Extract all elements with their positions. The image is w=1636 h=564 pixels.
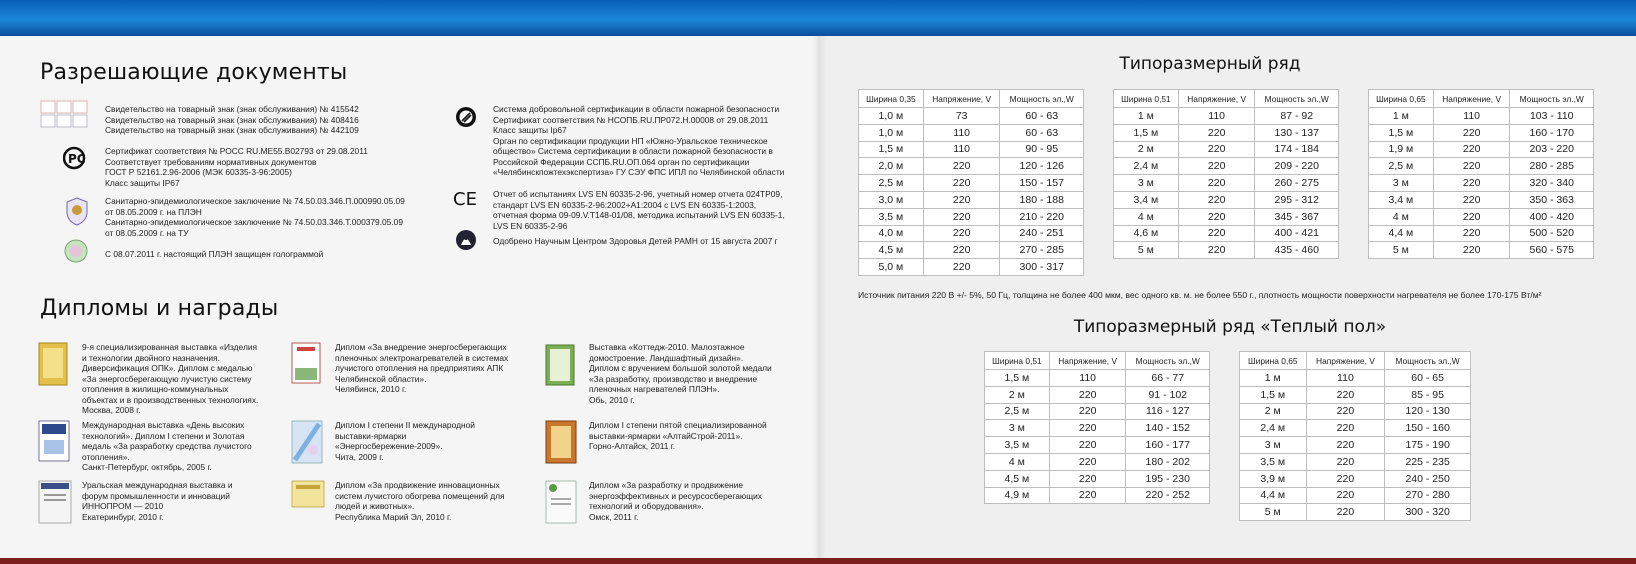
size-table-065	[1368, 89, 1594, 259]
table-cell: 220	[1306, 403, 1385, 420]
table-cell: 4 м	[1114, 208, 1179, 225]
table-cell: 220	[1178, 141, 1255, 158]
table-cell: 110	[1306, 370, 1385, 387]
column-header: Напряжение, V	[1178, 90, 1255, 108]
table-cell: 220	[1049, 453, 1126, 470]
table-row	[1240, 386, 1471, 403]
table-cell: 4,9 м	[985, 487, 1050, 504]
table-cell: 160 - 170	[1510, 124, 1594, 141]
table-row	[1114, 141, 1339, 158]
table-cell: 3,5 м	[859, 208, 924, 225]
column-header: Ширина 0,51	[985, 352, 1050, 370]
footer-band	[0, 558, 1636, 564]
table-cell: 1,5 м	[1369, 124, 1434, 141]
table-row	[1369, 242, 1594, 259]
sanitary-emblem-icon	[64, 196, 90, 226]
table-cell: 2,0 м	[859, 158, 924, 175]
award-text: 9-я специализированная выставка «Изделия и технологии двойного назначения. Диверсификация ОПК». Диплом с медалью «За энергосберегающую лучистую систему отопления в жилищно-коммунальных объектах и в производственных технологиях. Москва, 2008 г.	[82, 342, 259, 415]
table-cell: 4 м	[1369, 208, 1434, 225]
table-row	[1240, 504, 1471, 521]
trademark-text: Свидетельство на товарный знак (знак обслуживания) № 415542 Свидетельство на товарный знак (знак обслуживания) № 408416 Свидетельство на товарный знак (знак обслуживания) № 442109	[105, 104, 359, 135]
fire-safety-text: Система добровольной сертификации в области пожарной безопасности Сертификат соответствия № НСОПБ.RU.ПР072.Н.00008 от 29.08.2011 Класс защиты Ip67 Орган по сертификации продукции НП «Южно-Уральское техническое общество» Система сертификации в области пожарной безопасности в Российской Федерации ССПБ.RU.ОП.064 орган по сертификации «Челябинскпожтехэкспертиза» ГУ СЭУ ФПС ИПЛ по Челябинской области	[493, 104, 785, 177]
table-cell: 220	[1306, 504, 1385, 521]
table-cell: 2,4 м	[1240, 420, 1307, 437]
column-header: Ширина 0,35	[859, 90, 924, 108]
table-cell: 2 м	[1114, 141, 1179, 158]
table-cell: 203 - 220	[1510, 141, 1594, 158]
table-cell: 270 - 285	[1000, 242, 1084, 259]
table-cell: 3,5 м	[985, 437, 1050, 454]
table-row	[1369, 158, 1594, 175]
table-cell: 60 - 65	[1385, 370, 1471, 387]
table-cell: 220	[1049, 470, 1126, 487]
table-cell: 4,0 м	[859, 225, 924, 242]
table-row	[859, 175, 1084, 192]
table-cell: 3,9 м	[1240, 470, 1307, 487]
diploma-brown-icon	[545, 420, 577, 464]
rst-certification-mark-icon	[63, 146, 89, 170]
table-row	[1114, 158, 1339, 175]
table-cell: 1,0 м	[859, 124, 924, 141]
table-cell: 320 - 340	[1510, 175, 1594, 192]
table-cell: 60 - 63	[1000, 108, 1084, 125]
table-row	[859, 108, 1084, 125]
table-cell: 220	[1433, 225, 1510, 242]
table-row	[1369, 208, 1594, 225]
table-row	[985, 403, 1210, 420]
table-row	[985, 386, 1210, 403]
table-cell: 120 - 126	[1000, 158, 1084, 175]
diploma-blue-icon	[38, 420, 70, 462]
table-row	[1114, 108, 1339, 125]
table-cell: 2 м	[1240, 403, 1307, 420]
table-cell: 110	[1049, 370, 1126, 387]
table-row	[859, 225, 1084, 242]
table-cell: 175 - 190	[1385, 437, 1471, 454]
table-row	[1240, 437, 1471, 454]
column-header: Ширина 0,65	[1240, 352, 1307, 370]
table-row	[859, 141, 1084, 158]
table-cell: 210 - 220	[1000, 208, 1084, 225]
diploma-red-header-icon	[38, 480, 72, 524]
table-cell: 220	[1306, 386, 1385, 403]
table-cell: 220	[1306, 470, 1385, 487]
table-cell: 4,4 м	[1369, 225, 1434, 242]
table-cell: 60 - 63	[1000, 124, 1084, 141]
table-cell: 220	[1433, 208, 1510, 225]
table-cell: 110	[1178, 108, 1255, 125]
table-cell: 3,5 м	[1240, 453, 1307, 470]
table-cell: 220	[923, 208, 1000, 225]
table-header-row	[1114, 90, 1339, 108]
table-cell: 300 - 320	[1385, 504, 1471, 521]
table-cell: 220	[1049, 437, 1126, 454]
table-row	[1369, 175, 1594, 192]
table-cell: 435 - 460	[1255, 242, 1339, 259]
table-cell: 220	[1433, 158, 1510, 175]
table-cell: 2,4 м	[1114, 158, 1179, 175]
award-text: Диплом I степени пятой специализированной выставки-ярмарки «АлтайСтрой-2011». Горно-Алтайск, 2011 г.	[589, 420, 767, 451]
table-cell: 220	[1433, 191, 1510, 208]
table-cell: 103 - 110	[1510, 108, 1594, 125]
table-cell: 220	[1178, 175, 1255, 192]
table-cell: 3,4 м	[1114, 191, 1179, 208]
table-cell: 400 - 421	[1255, 225, 1339, 242]
table-cell: 1,5 м	[859, 141, 924, 158]
table-cell: 1,5 м	[985, 370, 1050, 387]
fire-safety-mark-icon	[455, 106, 477, 128]
table-row	[1114, 124, 1339, 141]
table-cell: 4,5 м	[859, 242, 924, 259]
table-cell: 1 м	[1114, 108, 1179, 125]
table-cell: 220	[923, 158, 1000, 175]
table-cell: 220	[1178, 158, 1255, 175]
table-cell: 116 - 127	[1126, 403, 1210, 420]
award-text: Выставка «Коттедж-2010. Малоэтажное домостроение. Ландшафтный дизайн». Диплом с вручением большой золотой медали «За разработку, производство и внедрение пленочных нагревателей ПЛЭН». Обь, 2010 г.	[589, 342, 772, 405]
table-cell: 2,5 м	[985, 403, 1050, 420]
column-header: Мощность эл.,W	[1510, 90, 1594, 108]
table-cell: 3 м	[1114, 175, 1179, 192]
award-text: Уральская международная выставка и форум промышленности и инноваций ИННОПРОМ — 2010 Екатеринбург, 2010 г.	[82, 480, 233, 522]
table-cell: 5 м	[1114, 242, 1179, 259]
table-cell: 1,5 м	[1114, 124, 1179, 141]
table-cell: 66 - 77	[1126, 370, 1210, 387]
table-row	[1369, 124, 1594, 141]
table-cell: 220	[923, 259, 1000, 276]
table-cell: 220	[1306, 420, 1385, 437]
table-cell: 150 - 160	[1385, 420, 1471, 437]
table-cell: 500 - 520	[1510, 225, 1594, 242]
table-row	[985, 453, 1210, 470]
table-cell: 3,4 м	[1369, 191, 1434, 208]
approval-text: Одобрено Научным Центром Здоровья Детей РАМН от 15 августа 2007 г	[493, 236, 778, 246]
table-cell: 220	[1306, 487, 1385, 504]
table-row	[1240, 487, 1471, 504]
table-header-row	[1240, 352, 1471, 370]
table-row	[985, 487, 1210, 504]
table-cell: 1 м	[1240, 370, 1307, 387]
table-cell: 5 м	[1369, 242, 1434, 259]
table-cell: 4,5 м	[985, 470, 1050, 487]
table-cell: 2,5 м	[1369, 158, 1434, 175]
table-cell: 110	[1433, 108, 1510, 125]
table-cell: 270 - 280	[1385, 487, 1471, 504]
diploma-white-icon	[545, 480, 577, 524]
table-cell: 350 - 363	[1510, 191, 1594, 208]
table-row	[985, 370, 1210, 387]
table-row	[859, 124, 1084, 141]
column-header: Мощность эл.,W	[1000, 90, 1084, 108]
table-cell: 3 м	[1369, 175, 1434, 192]
table-row	[985, 420, 1210, 437]
table-cell: 220	[1433, 175, 1510, 192]
diploma-gold-icon	[38, 342, 68, 386]
table-cell: 180 - 188	[1000, 191, 1084, 208]
table-cell: 1,5 м	[1240, 386, 1307, 403]
table-header-row	[859, 90, 1084, 108]
table-cell: 2,5 м	[859, 175, 924, 192]
table-row	[1114, 225, 1339, 242]
warm-floor-table-051	[984, 351, 1210, 504]
table-cell: 300 - 317	[1000, 259, 1084, 276]
table-cell: 3 м	[985, 420, 1050, 437]
table-cell: 220	[923, 191, 1000, 208]
table-cell: 260 - 275	[1255, 175, 1339, 192]
table-row	[1240, 420, 1471, 437]
column-header: Мощность эл.,W	[1255, 90, 1339, 108]
table-cell: 240 - 251	[1000, 225, 1084, 242]
page-fold	[812, 36, 826, 558]
table-row	[1369, 225, 1594, 242]
table-cell: 220	[1049, 403, 1126, 420]
table-cell: 4,4 м	[1240, 487, 1307, 504]
table-row	[1240, 403, 1471, 420]
award-text: Диплом «За внедрение энергосберегающих пленочных электронагревателей в системах лучистого отопления на предприятиях АПК Челябинской области». Челябинск, 2010 г.	[335, 342, 509, 394]
column-header: Мощность эл.,W	[1385, 352, 1471, 370]
table-cell: 220	[1178, 124, 1255, 141]
certificate-text: Сертификат соответствия № РОСС RU.МЕ55.В02793 от 29.08.2011 Соответствует требованиям нормативных документов ГОСТ Р 52161.2.96-2006 (МЭК 60335-3-96:2005) Класс защиты IP67	[105, 146, 368, 188]
table-row	[1369, 141, 1594, 158]
sanitary-text: Санитарно-эпидемиологическое заключение № 74.50.03.346.П.000990.05.09 от 08.05.2009 г. на ПЛЭН Санитарно-эпидемиологическое заключение № 74.50.03.346.Т.000379.05.09 от 08.05.2009 г. на ТУ	[105, 196, 405, 238]
table-row	[859, 208, 1084, 225]
table-row	[1114, 175, 1339, 192]
table-cell: 220	[923, 225, 1000, 242]
table-cell: 220 - 252	[1126, 487, 1210, 504]
column-header: Напряжение, V	[923, 90, 1000, 108]
table-cell: 209 - 220	[1255, 158, 1339, 175]
warm-floor-table-065	[1239, 351, 1471, 521]
table-cell: 5,0 м	[859, 259, 924, 276]
column-header: Напряжение, V	[1433, 90, 1510, 108]
column-header: Мощность эл.,W	[1126, 352, 1210, 370]
table-cell: 220	[1178, 191, 1255, 208]
table-cell: 4 м	[985, 453, 1050, 470]
table-row	[985, 437, 1210, 454]
table-cell: 220	[1306, 453, 1385, 470]
table-cell: 5 м	[1240, 504, 1307, 521]
table-cell: 220	[1433, 141, 1510, 158]
table-cell: 240 - 250	[1385, 470, 1471, 487]
table-row	[1114, 191, 1339, 208]
permits-title: Разрешающие документы	[40, 60, 348, 85]
table-cell: 174 - 184	[1255, 141, 1339, 158]
table-cell: 73	[923, 108, 1000, 125]
table-cell: 3,0 м	[859, 191, 924, 208]
table-cell: 345 - 367	[1255, 208, 1339, 225]
table-cell: 150 - 157	[1000, 175, 1084, 192]
table-row	[859, 242, 1084, 259]
table-cell: 180 - 202	[1126, 453, 1210, 470]
table-cell: 87 - 92	[1255, 108, 1339, 125]
table-cell: 91 - 102	[1126, 386, 1210, 403]
award-text: Международная выставка «День высоких технологий». Диплом I степени и Золотая медаль «За разработку средства лучистого отопления». Санкт-Петербург, октябрь, 2005 г.	[82, 420, 252, 472]
diploma-ornament-icon	[291, 342, 321, 384]
table-cell: 2 м	[985, 386, 1050, 403]
table-row	[859, 259, 1084, 276]
table-header-row	[985, 352, 1210, 370]
table-cell: 1,9 м	[1369, 141, 1434, 158]
table-cell: 1,0 м	[859, 108, 924, 125]
table-cell: 195 - 230	[1126, 470, 1210, 487]
table-cell: 120 - 130	[1385, 403, 1471, 420]
hologram-icon	[64, 239, 88, 263]
table-cell: 560 - 575	[1510, 242, 1594, 259]
diploma-yellow-icon	[291, 480, 325, 508]
column-header: Ширина 0,65	[1369, 90, 1434, 108]
table-cell: 4,6 м	[1114, 225, 1179, 242]
table-row	[1114, 242, 1339, 259]
column-header: Напряжение, V	[1306, 352, 1385, 370]
table-cell: 280 - 285	[1510, 158, 1594, 175]
table-cell: 220	[1049, 386, 1126, 403]
table-cell: 295 - 312	[1255, 191, 1339, 208]
size-range-title: Типоразмерный ряд	[1119, 54, 1301, 74]
table-cell: 90 - 95	[1000, 141, 1084, 158]
table-header-row	[1369, 90, 1594, 108]
column-header: Ширина 0,51	[1114, 90, 1179, 108]
table-cell: 3 м	[1240, 437, 1307, 454]
award-text: Диплом I степени II международной выставки-ярмарки «Энергосбережение-2009». Чита, 2009 г.	[335, 420, 475, 462]
size-table-035	[858, 89, 1084, 276]
table-cell: 220	[923, 242, 1000, 259]
column-header: Напряжение, V	[1049, 352, 1126, 370]
table-cell: 220	[1178, 208, 1255, 225]
table-cell: 130 - 137	[1255, 124, 1339, 141]
table-row	[1240, 470, 1471, 487]
diploma-light-icon	[291, 420, 323, 464]
table-row	[859, 158, 1084, 175]
table-row	[1369, 191, 1594, 208]
award-text: Диплом «За продвижение инновационных систем лучистого обогрева помещений для людей и животных». Республика Марий Эл, 2010 г.	[335, 480, 505, 522]
table-row	[985, 470, 1210, 487]
header-band	[0, 0, 1636, 36]
table-row	[1114, 208, 1339, 225]
warm-floor-title: Типоразмерный ряд «Теплый пол»	[1073, 317, 1387, 337]
ce-mark-icon	[453, 189, 479, 207]
table-cell: 220	[1178, 242, 1255, 259]
award-text: Диплом «За разработку и продвижение энергоэффективных и ресурсосберегающих технологий и оборудования». Омск, 2011 г.	[589, 480, 762, 522]
table-row	[1240, 453, 1471, 470]
diploma-green-icon	[545, 344, 575, 386]
table-cell: 220	[1433, 124, 1510, 141]
table-cell: 110	[923, 124, 1000, 141]
table-cell: 400 - 420	[1510, 208, 1594, 225]
power-supply-note: Источник питания 220 В +/- 5%, 50 Гц, толщина не более 400 мкм, вес одного кв. м. не более 550 г., плотность мощности поверхности нагревателя не более 170-175 Вт/м²	[858, 290, 1542, 300]
svg-text:PC: PC	[68, 152, 86, 166]
table-cell: 140 - 152	[1126, 420, 1210, 437]
table-cell: 220	[923, 175, 1000, 192]
svg-text:CE: CE	[453, 189, 477, 207]
ce-test-text: Отчет об испытаниях LVS EN 60335-2-96, учетный номер отчета 024TP09, стандарт LVS EN 60335-2-96:2002+A1:2004 с LVS EN 60335-1:2003, отчетная форма 09-09.V.T148-01/08, методика испытаний LVS EN 60335-1, LVS EN 60335-2-96	[493, 189, 785, 231]
table-row	[859, 191, 1084, 208]
table-cell: 220	[1306, 437, 1385, 454]
table-cell: 220	[1049, 487, 1126, 504]
children-health-center-icon	[455, 229, 477, 251]
table-cell: 220	[1178, 225, 1255, 242]
table-row	[1240, 370, 1471, 387]
table-cell: 220	[1433, 242, 1510, 259]
awards-title: Дипломы и награды	[40, 296, 279, 321]
table-cell: 110	[923, 141, 1000, 158]
table-cell: 220	[1049, 420, 1126, 437]
size-table-051	[1113, 89, 1339, 259]
table-cell: 85 - 95	[1385, 386, 1471, 403]
trademark-certificates-icon	[40, 100, 88, 128]
table-cell: 1 м	[1369, 108, 1434, 125]
table-cell: 225 - 235	[1385, 453, 1471, 470]
table-cell: 160 - 177	[1126, 437, 1210, 454]
table-row	[1369, 108, 1594, 125]
hologram-text: С 08.07.2011 г. настоящий ПЛЭН защищен голограммой	[105, 249, 324, 259]
